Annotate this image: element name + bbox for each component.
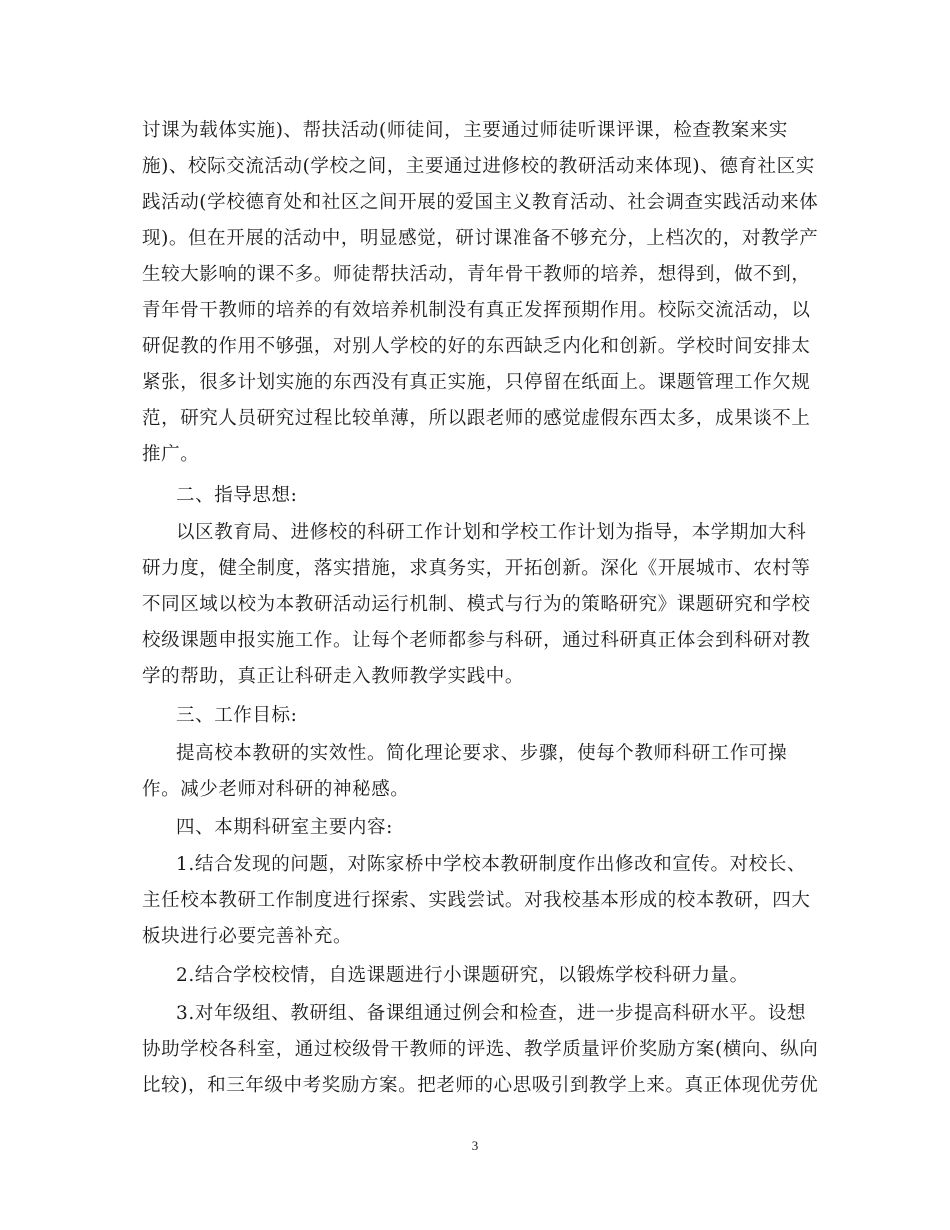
body-line: 讨课为载体实施)、帮扶活动(师徒间，主要通过师徒听课评课，检查教案来实 bbox=[142, 120, 788, 141]
section-heading: 三、工作目标: bbox=[176, 705, 298, 726]
body-line: 以区教育局、进修校的科研工作计划和学校工作计划为指导，本学期加大科 bbox=[176, 522, 807, 543]
section-heading: 四、本期科研室主要内容: bbox=[176, 817, 393, 838]
body-line: 主任校本教研工作制度进行探索、实践尝试。对我校基本形成的校本教研，四大 bbox=[142, 890, 811, 911]
list-item: 2.结合学校校情，自选课题进行小课题研究，以锻炼学校科研力量。 bbox=[176, 965, 749, 986]
body-line: 青年骨干教师的培养的有效培养机制没有真正发挥预期作用。校际交流活动，以 bbox=[142, 300, 811, 321]
body-line: 协助学校各科室，通过校级骨干教师的评选、教学质量评价奖励方案(横向、纵向 bbox=[142, 1039, 819, 1060]
body-line: 校级课题申报实施工作。让每个老师都参与科研，通过科研真正体会到科研对教 bbox=[142, 630, 811, 651]
body-line: 推广。 bbox=[142, 444, 200, 465]
body-line: 提高校本教研的实效性。简化理论要求、步骤，使每个教师科研工作可操 bbox=[176, 743, 788, 764]
body-line: 研促教的作用不够强，对别人学校的好的东西缺乏内化和创新。学校时间安排太 bbox=[142, 336, 811, 357]
body-line: 比较)，和三年级中考奖励方案。把老师的心思吸引到教学上来。真正体现优劳优 bbox=[142, 1075, 819, 1096]
list-item: 1.结合发现的问题，对陈家桥中学校本教研制度作出修改和宣传。对校长、 bbox=[176, 854, 807, 875]
body-line: 板块进行必要完善补充。 bbox=[142, 926, 353, 947]
body-line: 践活动(学校德育处和社区之间开展的爱国主义教育活动、社会调查实践活动来体 bbox=[142, 192, 819, 213]
body-line: 施)、校际交流活动(学校之间，主要通过进修校的教研活动来体现)、德育社区实 bbox=[142, 156, 815, 177]
section-heading: 二、指导思想: bbox=[176, 485, 298, 506]
body-line: 学的帮助，真正让科研走入教师教学实践中。 bbox=[142, 666, 525, 687]
list-item: 3.对年级组、教研组、备课组通过例会和检查，进一步提高科研水平。设想 bbox=[176, 1003, 807, 1024]
body-line: 现)。但在开展的活动中，明显感觉，研讨课准备不够充分，上档次的，对教学产 bbox=[142, 228, 819, 249]
body-line: 范，研究人员研究过程比较单薄，所以跟老师的感觉虚假东西太多，成果谈不上 bbox=[142, 408, 811, 429]
body-line: 生较大影响的课不多。师徒帮扶活动，青年骨干教师的培养，想得到，做不到， bbox=[142, 264, 811, 285]
page-number: 3 bbox=[471, 1138, 479, 1153]
body-line: 研力度，健全制度，落实措施，求真务实，开拓创新。深化《开展城市、农村等 bbox=[142, 558, 811, 579]
body-line: 紧张，很多计划实施的东西没有真正实施，只停留在纸面上。课题管理工作欠规 bbox=[142, 372, 811, 393]
body-line: 作。减少老师对科研的神秘感。 bbox=[142, 779, 410, 800]
body-line: 不同区域以校为本教研活动运行机制、模式与行为的策略研究》课题研究和学校 bbox=[142, 594, 811, 615]
